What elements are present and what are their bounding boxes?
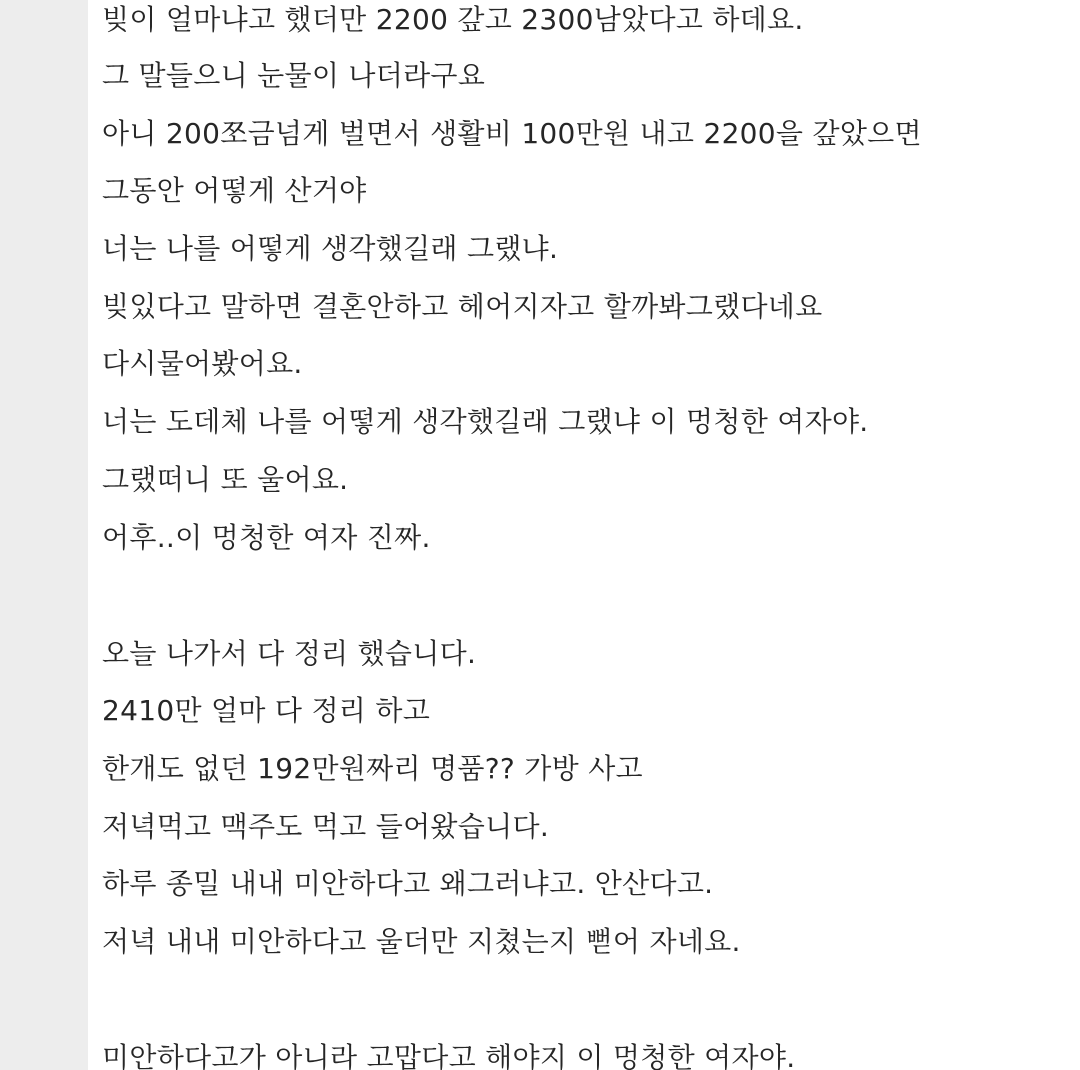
text-line: 저녁먹고 맥주도 먹고 들어왔습니다.: [102, 810, 550, 843]
text-line: 그동안 어떻게 산거야: [102, 174, 367, 207]
text-line: 저녁 내내 미안하다고 울더만 지쳤는지 뻗어 자네요.: [102, 925, 741, 958]
text-line: 너는 나를 어떻게 생각했길래 그랬냐.: [102, 232, 559, 265]
text-line: 2410만 얼마 다 정리 하고: [102, 694, 431, 727]
text-line: 그랬떠니 또 울어요.: [102, 463, 349, 496]
text-line: 빚이 얼마냐고 했더만 2200 갚고 2300남았다고 하데요.: [102, 3, 804, 36]
text-line: 빚있다고 말하면 결혼안하고 헤어지자고 할까봐그랬다네요: [102, 290, 823, 323]
text-line: 어후..이 멍청한 여자 진짜.: [102, 521, 431, 554]
document-page: [88, 0, 1080, 1070]
text-line: 오늘 나가서 다 정리 했습니다.: [102, 637, 477, 670]
text-line: 하루 종밀 내내 미안하다고 왜그러냐고. 안산다고.: [102, 867, 714, 900]
text-line: 미안하다고가 아니라 고맙다고 해야지 이 멍청한 여자야.: [102, 1041, 796, 1070]
text-line: 한개도 없던 192만원짜리 명품?? 가방 사고: [102, 752, 643, 785]
text-line: 너는 도데체 나를 어떻게 생각했길래 그랬냐 이 멍청한 여자야.: [102, 405, 869, 438]
text-line: 그 말들으니 눈물이 나더라구요: [102, 59, 486, 92]
text-line: 아니 200쪼금넘게 벌면서 생활비 100만원 내고 2200을 갚았으면: [102, 117, 922, 150]
text-line: 다시물어봤어요.: [102, 347, 303, 380]
